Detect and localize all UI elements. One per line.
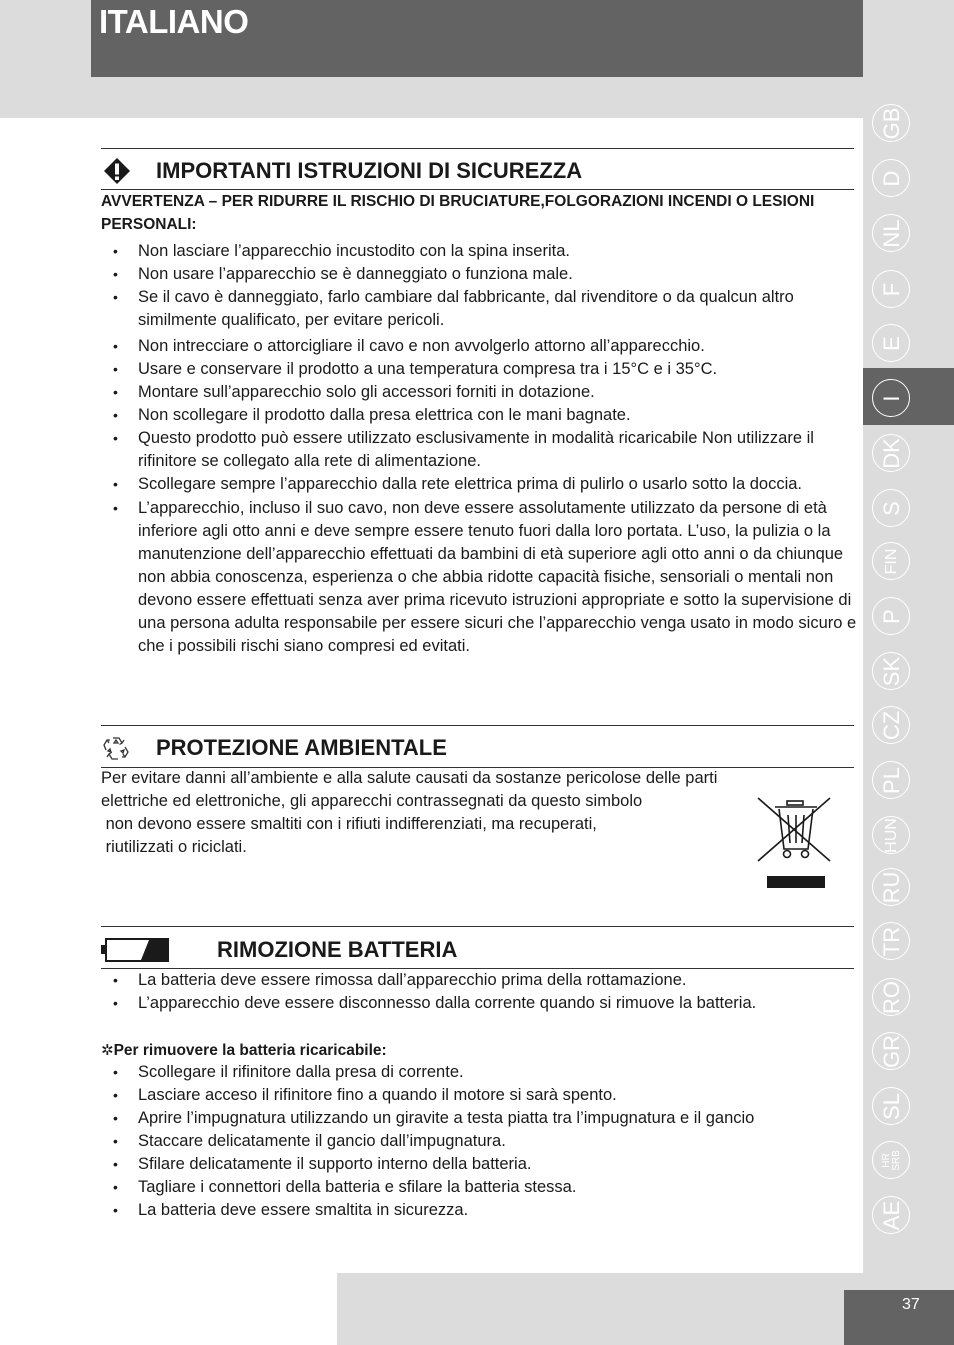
lang-tab-label: AE (878, 1200, 904, 1231)
recycle-icon (103, 735, 129, 761)
lang-tab-label: FIN (882, 548, 900, 575)
lang-tab-hun[interactable] (872, 816, 912, 856)
lang-tab-f[interactable] (872, 270, 912, 310)
lang-tab-label: GB (878, 107, 904, 140)
lang-tab-pl[interactable] (872, 761, 912, 801)
lang-tab-ae[interactable] (872, 1196, 912, 1236)
battery-heading-row (101, 935, 854, 965)
section-rule-top (101, 148, 854, 149)
lang-tab-label: HR SRB (880, 1150, 902, 1171)
list-item: • Usare e conservare il prodotto a una temperatura compresa tra i 15°C e i 35°C. (101, 358, 861, 381)
warning-text: AVVERTENZA – PER RIDURRE IL RISCHIO DI BRUCIATURE,FOLGORAZIONI INCENDI O LESIONI PERSONALI: (101, 193, 815, 233)
header-bar (91, 0, 863, 77)
lang-tab-i[interactable] (872, 379, 912, 419)
lang-tab-gr[interactable] (872, 1032, 912, 1072)
warning-icon (103, 157, 131, 185)
howto-title: Per rimuovere la batteria ricaricabile: (113, 1042, 387, 1059)
list-item: • Non usare l’apparecchio se è danneggiato o funziona male. (101, 263, 861, 286)
list-item: • Non lasciare l’apparecchio incustodito con la spina inserita. (101, 240, 861, 263)
battery-steps (101, 1061, 861, 1222)
lang-tab-label: SK (878, 656, 904, 687)
howto-heading (101, 1039, 387, 1062)
lang-tab-dk[interactable] (872, 434, 912, 474)
list-item: • Tagliare i connettori della batteria e sfilare la batteria stessa. (101, 1176, 861, 1199)
lang-tab-sl[interactable] (872, 1087, 912, 1127)
page-number-box (844, 1290, 954, 1345)
environment-heading-row (101, 733, 854, 763)
lang-tab-nl[interactable] (872, 214, 912, 254)
lang-tab-hr-srb[interactable] (872, 1141, 912, 1181)
environment-heading: PROTEZIONE AMBIENTALE (156, 735, 447, 760)
environment-line: elettriche ed elettroniche, gli apparecchi contrassegnati da questo simbolo (101, 792, 643, 810)
environment-line: Per evitare danni all’ambiente e alla salute causati da sostanze pericolose delle parti (101, 769, 718, 787)
list-item: • Se il cavo è danneggiato, farlo cambiare dal fabbricante, dal rivenditore o da qualcun altro similmente qualificato, per evitare pericoli. (101, 286, 861, 332)
list-item: • Questo prodotto può essere utilizzato esclusivamente in modalità ricaricabile Non utilizzare il rifinitore se collegato alla rete di alimentazione. (101, 427, 861, 473)
lang-tab-label: P (878, 609, 904, 624)
environment-line: non devono essere smaltiti con i rifiuti indifferenziati, ma recuperati, (101, 815, 597, 833)
battery-heading: RIMOZIONE BATTERIA (217, 937, 458, 962)
safety-heading: IMPORTANTI ISTRUZIONI DI SICUREZZA (156, 158, 583, 183)
section-rule-top (101, 725, 854, 726)
lang-tab-label: NL (878, 219, 904, 248)
sparkle-icon: ✲ (101, 1042, 114, 1059)
lang-tab-label: PL (878, 767, 904, 794)
lang-tab-cz[interactable] (872, 706, 912, 746)
lang-tab-p[interactable] (872, 597, 912, 637)
lang-tab-label: GR (878, 1035, 904, 1068)
lang-tab-label: TR (878, 926, 904, 957)
list-item: • Lasciare acceso il rifinitore fino a quando il motore si sarà spento. (101, 1084, 861, 1107)
lang-tab-s[interactable] (872, 489, 912, 529)
lang-tab-tr[interactable] (872, 922, 912, 962)
list-item: • Montare sull’apparecchio solo gli accessori forniti in dotazione. (101, 381, 861, 404)
list-item: • Aprire l’impugnatura utilizzando un giravite a testa piatta tra l’impugnatura e il gancio (101, 1107, 861, 1130)
lang-tab-d[interactable] (872, 159, 912, 199)
battery-list (101, 969, 861, 1015)
list-item: • Non intrecciare o attorcigliare il cavo e non avvolgerlo attorno all’apparecchio. (101, 335, 861, 358)
lang-tab-label: E (878, 336, 904, 351)
lang-tab-label: HUN (882, 818, 900, 853)
lang-tab-label: RO (878, 981, 904, 1014)
lang-tab-sk[interactable] (872, 652, 912, 692)
section-rule-top (101, 926, 854, 927)
list-item: • L’apparecchio deve essere disconnesso dalla corrente quando si rimuove la batteria. (101, 992, 861, 1015)
lang-tab-label: F (878, 282, 904, 297)
lang-tab-label: CZ (878, 710, 904, 741)
list-item: • Staccare delicatamente il gancio dall’impugnatura. (101, 1130, 861, 1153)
lang-tab-label: I (878, 395, 904, 402)
list-item: • Scollegare sempre l’apparecchio dalla rete elettrica prima di pulirlo o usarlo sotto la doccia. (101, 473, 861, 496)
list-item: • Non scollegare il prodotto dalla presa elettrica con le mani bagnate. (101, 404, 861, 427)
crossed-bin-icon (757, 795, 837, 891)
lang-tab-label: DK (878, 438, 904, 469)
environment-text (101, 767, 717, 859)
lang-tab-ru[interactable] (872, 868, 912, 908)
lang-tab-ro[interactable] (872, 978, 912, 1018)
list-item: • L’apparecchio, incluso il suo cavo, non deve essere assolutamente utilizzato da persone di età inferiore agli otto anni e deve sempre essere tenuto fuori dalla loro portata. L’uso, la pulizia o la manutenzione dell’apparecchio effettuati da bambini di età superiore agli otto anni o da chiunque non abbia conoscenza, esperienza o che abbia ridotte capacità fisiche, sensoriali o mentali non devono essere effettuati senza aver prima ricevuto istruzioni appropriate e sotto la supervisione di una persona adulta responsabile per essere sicuri che l’apparecchio venga usato in modo sicuro e che i possibili rischi siano compresi ed evitati. (101, 497, 861, 658)
list-item: • Sfilare delicatamente il supporto interno della batteria. (101, 1153, 861, 1176)
list-item: • La batteria deve essere rimossa dall’apparecchio prima della rottamazione. (101, 969, 861, 992)
battery-icon (101, 937, 171, 963)
lang-tab-label: RU (878, 871, 904, 904)
lang-tab-fin[interactable] (872, 542, 912, 582)
safety-heading-row (101, 156, 854, 186)
lang-tab-e[interactable] (872, 324, 912, 364)
safety-list (101, 240, 861, 658)
lang-tab-label: SL (878, 1093, 904, 1120)
lang-tab-label: D (878, 170, 904, 187)
list-item: • Scollegare il rifinitore dalla presa di corrente. (101, 1061, 861, 1084)
lang-tab-label: S (878, 501, 904, 516)
environment-line: riutilizzati o riciclati. (101, 838, 247, 856)
lang-tab-gb[interactable] (872, 104, 912, 144)
page-number: 37 (902, 1296, 920, 1313)
list-item: • La batteria deve essere smaltita in sicurezza. (101, 1199, 861, 1222)
page-title: ITALIANO (99, 3, 249, 40)
